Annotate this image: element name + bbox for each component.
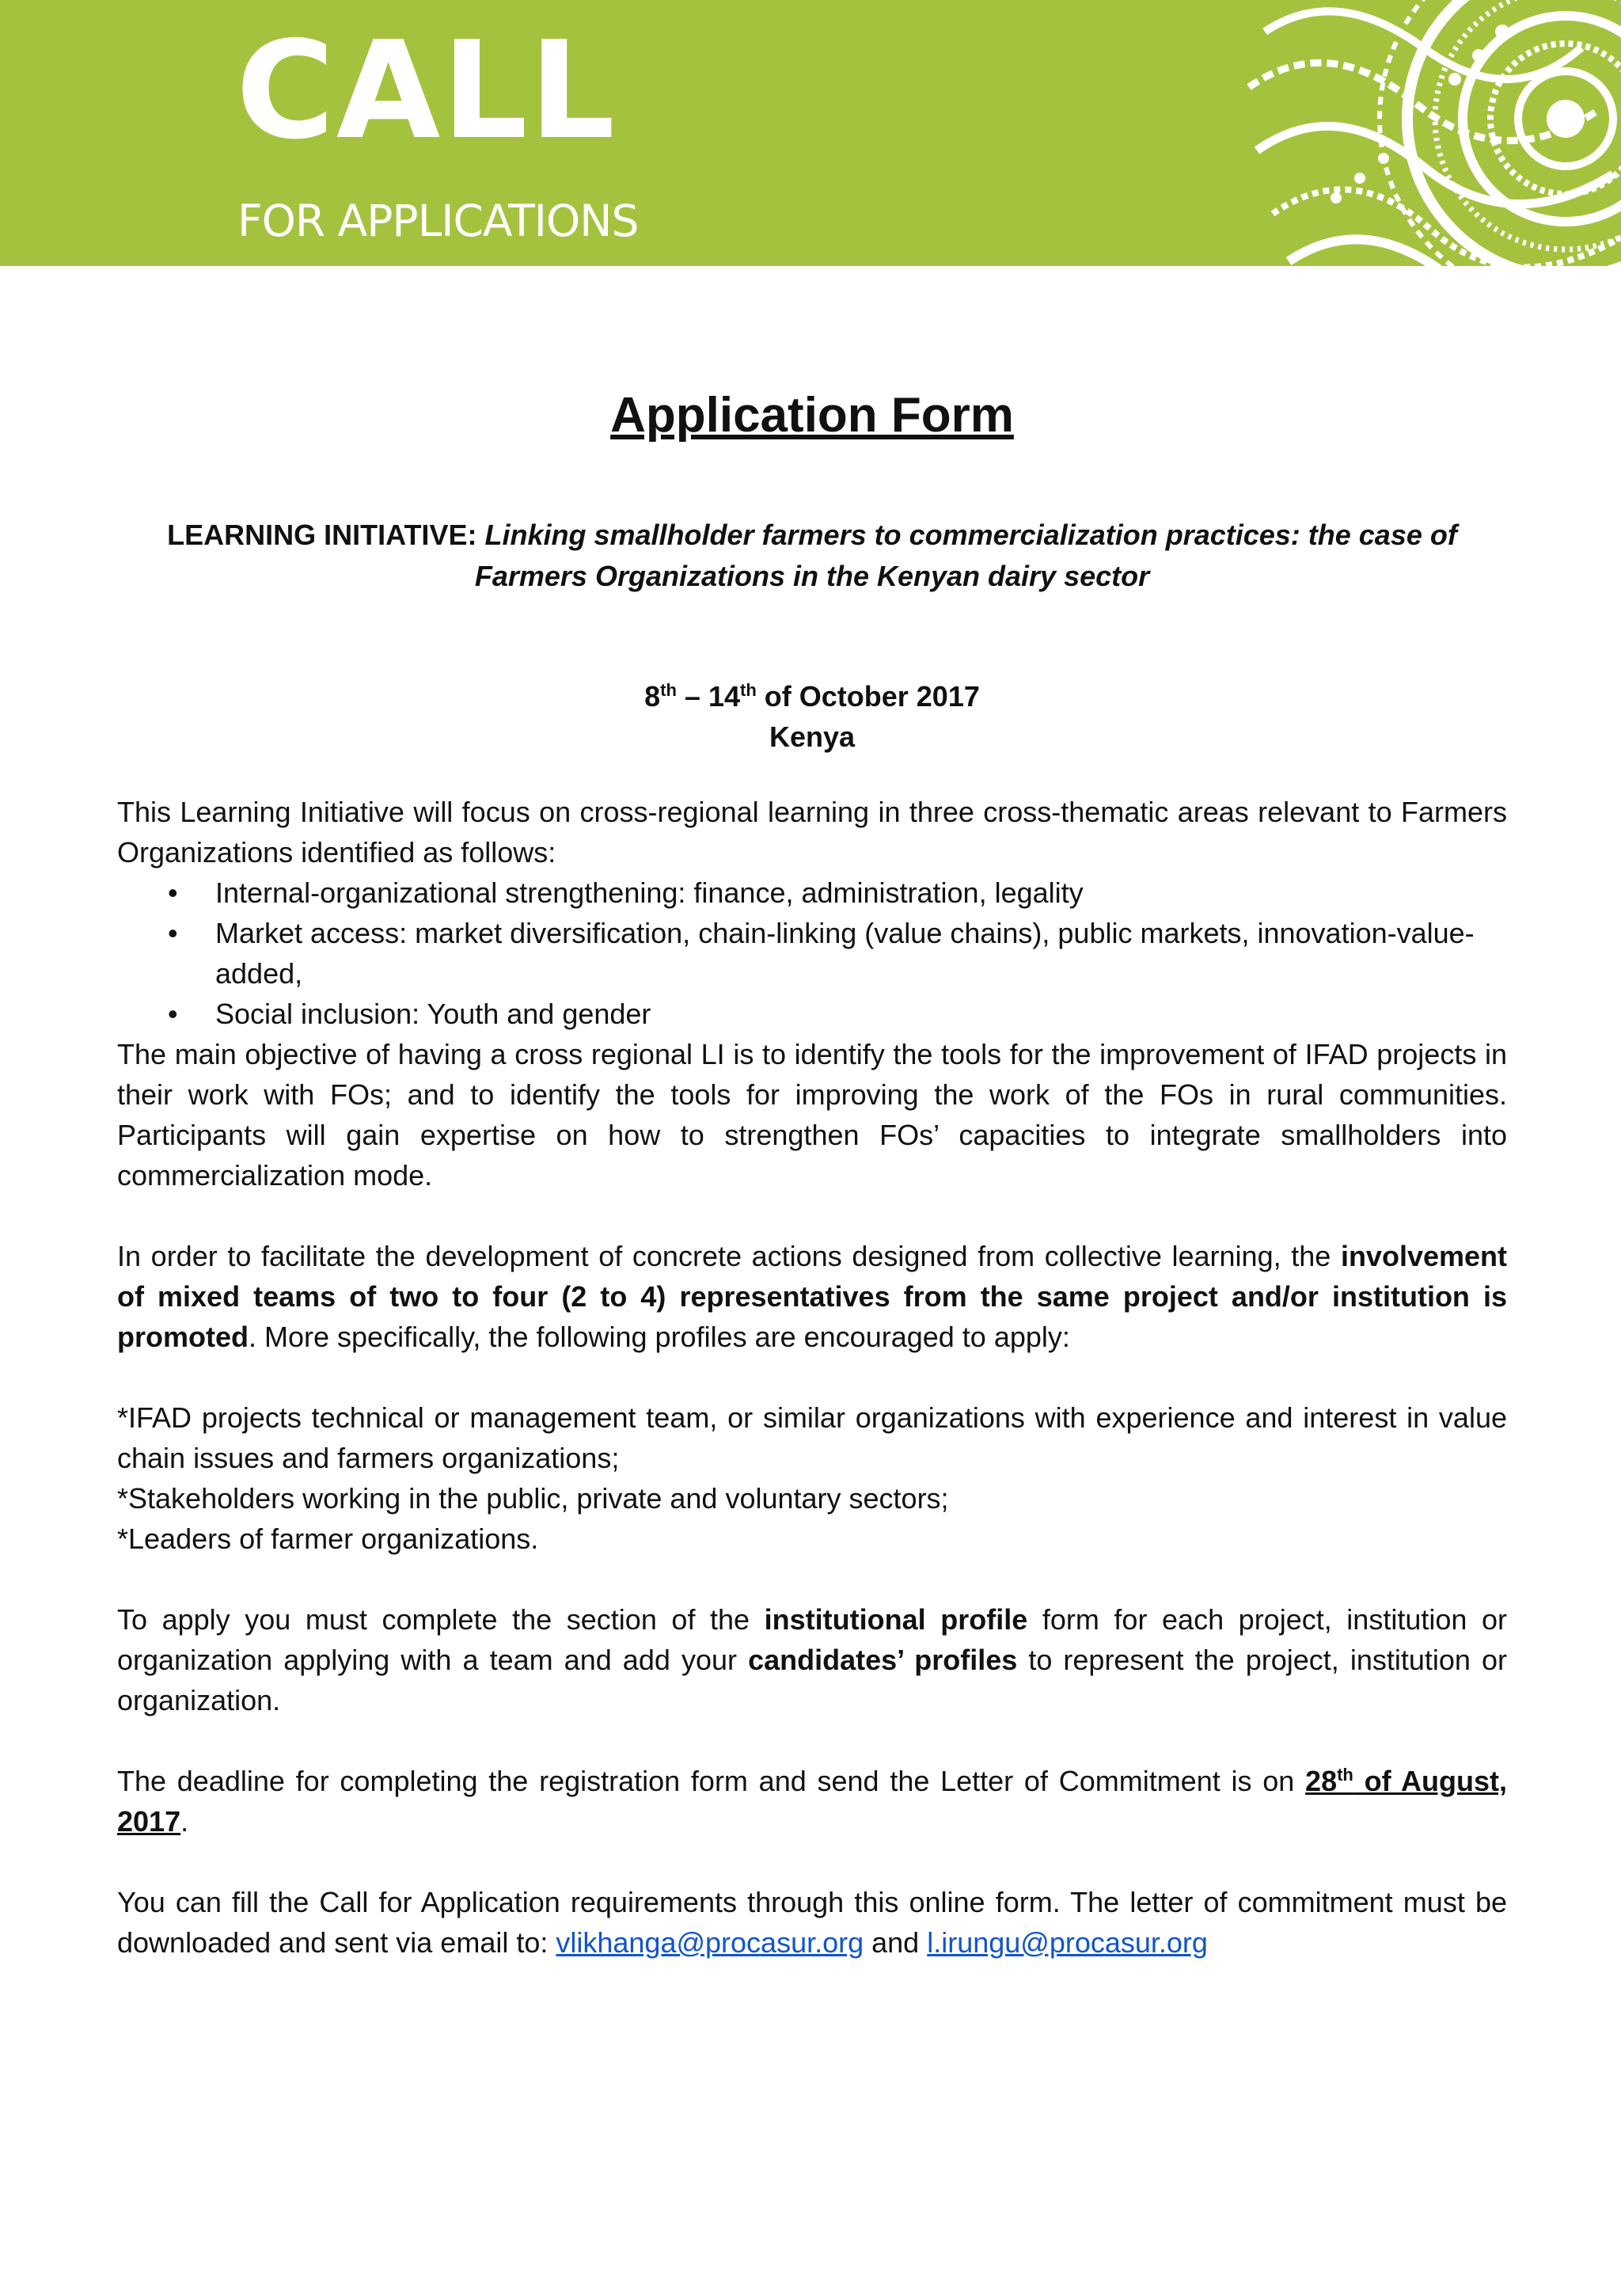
deadline-text: The deadline for completing the registration form and send the Letter of Commitment is on (117, 1765, 1306, 1797)
teams-paragraph (117, 1236, 1507, 1357)
deadline-day: 28 (1305, 1765, 1338, 1797)
teams-lead: In order to facilitate the development of concrete actions designed from collective learning, the (117, 1240, 1341, 1272)
apply-text-2: form for each project, institution or organization applying with a team and add your (117, 1603, 1507, 1676)
institutional-profile-emphasis: institutional profile (764, 1603, 1028, 1636)
list-item: *Stakeholders working in the public, private and voluntary sectors; (117, 1482, 949, 1515)
date-line (117, 676, 1507, 717)
call-banner (0, 0, 1621, 266)
month-year: of October 2017 (756, 680, 980, 713)
email-link-vlikhanga[interactable]: vlikhanga@procasur.org (556, 1926, 864, 1959)
objective-paragraph: The main objective of having a cross regional LI is to identify the tools for the improvement of IFAD projects in their work with FOs; and to identify the tools for improving the work of the FOs in rural communities. Participants will gain expertise on how to strengthen FOs’ capacities to integrate smallholders into commercialization mode. (117, 1038, 1507, 1192)
initiative-label: LEARNING INITIATIVE: (167, 519, 477, 551)
contact-joiner: and (864, 1926, 928, 1959)
start-day: 8 (644, 680, 661, 713)
thematic-areas-list (117, 872, 1507, 1034)
teams-emphasis: involvement of mixed teams of two to four (2 to 4) representatives from the same project and/or institution is promoted (117, 1240, 1507, 1353)
contact-text: You can fill the Call for Application requirements through this online form. The letter of commitment must be downloaded and sent via email to: (117, 1886, 1507, 1959)
banner-subtitle: FOR APPLICATIONS (237, 196, 639, 246)
event-location: Kenya (769, 720, 856, 753)
list-item: • Market access: market diversification, chain-linking (value chains), public markets, innovation-value-added, (215, 913, 1507, 994)
end-day: 14 (708, 680, 740, 713)
teams-tail: . More specifically, the following profiles are encouraged to apply: (249, 1321, 1070, 1353)
event-dates (117, 676, 1507, 757)
apply-text-1: To apply you must complete the section of the (117, 1603, 765, 1636)
tribal-pattern-decoration (1241, 0, 1621, 266)
apply-text-3: to represent the project, institution or organization. (117, 1644, 1507, 1716)
deadline-month-year: of August, 2017 (117, 1765, 1507, 1838)
apply-paragraph (117, 1599, 1507, 1720)
initiative-name: Linking smallholder farmers to commercialization practices: the case of Farmers Organizations in the Kenyan dairy sector (474, 519, 1457, 592)
profiles-list (117, 1397, 1507, 1559)
list-item: *Leaders of farmer organizations. (117, 1522, 539, 1555)
list-item: *IFAD projects technical or management team, or similar organizations with experience and interest in value chain issues and farmers organizations; (117, 1401, 1507, 1474)
list-item: • Internal-organizational strengthening: finance, administration, legality (215, 872, 1507, 913)
initiative-heading (117, 515, 1507, 597)
deadline-paragraph (117, 1761, 1507, 1842)
document-body (117, 380, 1507, 1963)
list-item: • Social inclusion: Youth and gender (215, 994, 1507, 1034)
intro-paragraph: This Learning Initiative will focus on cross-regional learning in three cross-thematic areas relevant to Farmers Organizations identified as follows: (117, 796, 1507, 869)
candidates-profiles-emphasis: candidates’ profiles (748, 1644, 1018, 1676)
page-title: Application Form (610, 388, 1014, 443)
contact-paragraph (117, 1882, 1507, 1963)
start-day-suffix: th (660, 680, 677, 700)
banner-title: CALL (236, 13, 617, 169)
deadline-day-suffix: th (1337, 1765, 1353, 1785)
date-separator: – (676, 680, 708, 713)
end-day-suffix: th (740, 680, 757, 700)
deadline-end: . (180, 1805, 189, 1838)
email-link-lirungu[interactable]: l.irungu@procasur.org (927, 1926, 1208, 1959)
